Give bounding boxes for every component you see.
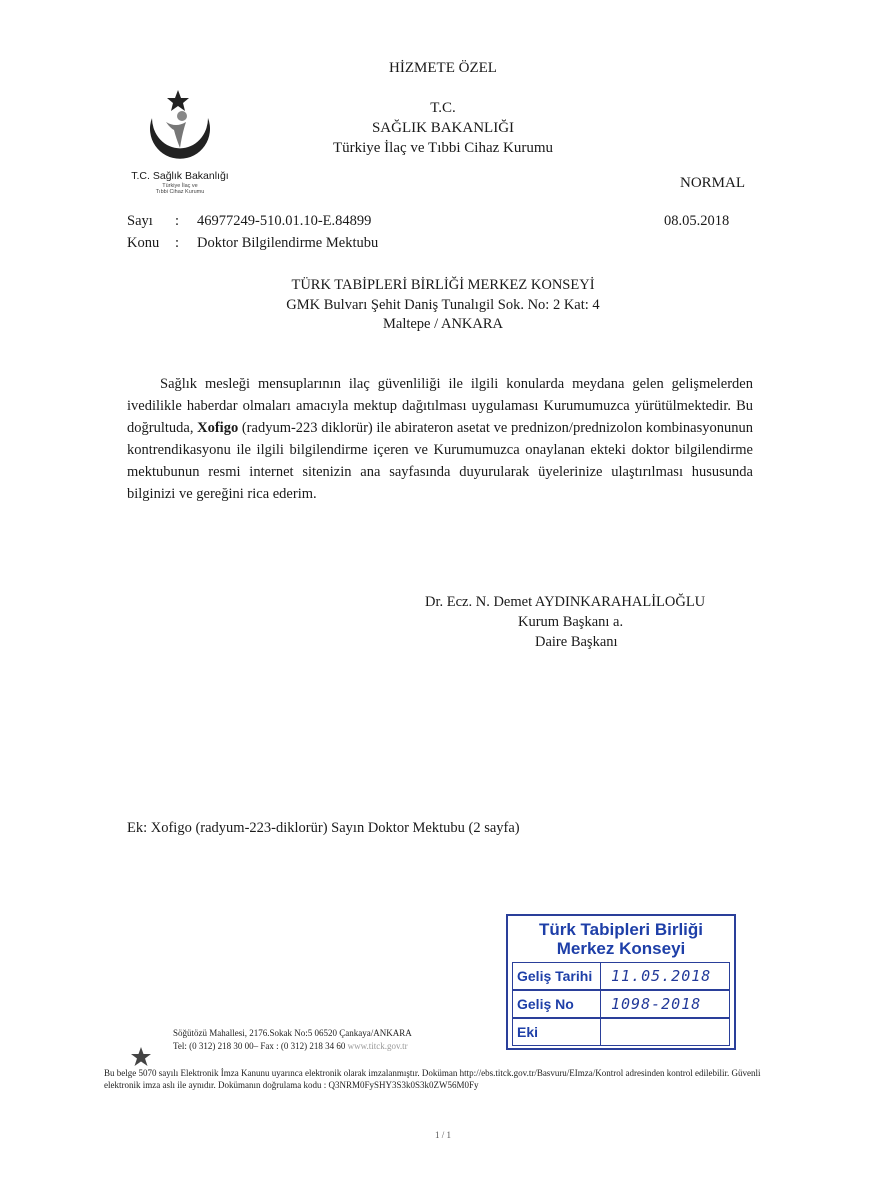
meta-sayi-row [127, 213, 371, 230]
page-number: 1 / 1 [434, 1130, 451, 1140]
header-ministry: SAĞLIK BAKANLIĞI [371, 120, 515, 136]
recipient-line3: Maltepe / ANKARA [382, 316, 503, 332]
stamp-title [508, 920, 734, 958]
body-part1: Sağlık mesleği mensuplarının ilaç güvenliliği ile ilgili konularda meydana gelen gelişmelerden ivedilikle haberdar olmaları amacıyla mektup dağıtılması uygulaması Kurumumuzca yürütülmektedir. Bu doğrultuda, [127, 376, 753, 436]
footer-tel: Tel: (0 312) 218 30 00– Fax : (0 312) 218 34 60 [173, 1041, 346, 1051]
priority-label: NORMAL [680, 175, 746, 191]
konu-label: Konu [127, 235, 160, 251]
stamp-no-row [512, 990, 730, 1018]
body-bold-drug: Xofigo [197, 420, 239, 436]
sayi-value: 46977249-510.01.10-E.84899 [197, 213, 372, 229]
document-date: 08.05.2018 [664, 213, 730, 229]
recipient-line2: GMK Bulvarı Şehit Daniş Tunalıgil Sok. No: 2 Kat: 4 [286, 297, 600, 313]
classification-label: HİZMETE ÖZEL [389, 60, 497, 76]
meta-konu-row [127, 235, 378, 252]
stamp-no-label: Geliş No [513, 991, 601, 1017]
logo-sub-line2: Tıbbi Cihaz Kurumu [155, 189, 205, 195]
header-agency: Türkiye İlaç ve Tıbbi Cihaz Kurumu [332, 140, 554, 156]
stamp-ek-label: Eki [513, 1019, 601, 1045]
header-tc: T.C. [430, 100, 456, 116]
stamp-title-line2: Merkez Konseyi [556, 939, 686, 958]
konu-value: Doktor Bilgilendirme Mektubu [197, 235, 379, 251]
logo-sublabel [120, 183, 240, 195]
signatory-name: Dr. Ecz. N. Demet AYDINKARAHALİLOĞLU [425, 594, 706, 610]
logo-sub-line1: Türkiye İlaç ve [162, 183, 198, 189]
logo-label: T.C. Sağlık Bakanlığı [131, 170, 229, 182]
stamp-ek-row [512, 1018, 730, 1046]
body-paragraph [127, 373, 753, 505]
stamp-no-value: 1098-2018 [611, 995, 702, 1013]
konu-separator: : [175, 235, 180, 251]
stamp-title-line1: Türk Tabipleri Birliği [538, 920, 704, 939]
e-signature-note: Bu belge 5070 sayılı Elektronik İmza Kanunu uyarınca elektronik olarak imzalanmıştır. Doküman http://ebs.titck.gov.tr/Basvuru/EImza/Kontrol adresinden kontrol edilebilir. Güvenli elektronik imza aslı ile aynıdır. Dokümanın doğrulama kodu : Q3NRM0FySHY3S3k0S3k0ZW56M0Fy [104, 1068, 761, 1090]
attachment-line: Ek: Xofigo (radyum-223-diklorür) Sayın Doktor Mektubu (2 sayfa) [127, 820, 520, 836]
footer-contact [173, 1041, 408, 1051]
receipt-stamp [506, 914, 736, 1050]
stamp-date-label: Geliş Tarihi [513, 963, 601, 989]
footer-web: www.titck.gov.tr [347, 1041, 408, 1051]
sayi-separator: : [175, 213, 180, 229]
signatory-title1: Kurum Başkanı a. [518, 614, 624, 630]
footer-address: Söğütözü Mahallesi, 2176.Sokak No:5 06520 Çankaya/ANKARA [173, 1028, 412, 1038]
recipient-line1: TÜRK TABİPLERİ BİRLİĞİ MERKEZ KONSEYİ [291, 277, 595, 293]
stamp-date-value: 11.05.2018 [611, 967, 712, 985]
star-icon [130, 1046, 152, 1068]
signatory-title2: Daire Başkanı [535, 634, 618, 650]
sayi-label: Sayı [127, 213, 153, 229]
stamp-ek-value [605, 1019, 731, 1045]
body-part2: (radyum-223 diklorür) ile abirateron asetat ve prednizon/prednizolon kombinasyonunun kontrendikasyonu ile ilgili bilgilendirme içeren ve Kurumumuzca onaylanan ekteki doktor bilgilendirme mektubunun resmi internet sitenizin ana sayfasında duyurularak üyelerinize ulaştırılması hususunda bilginizi ve gereğini rica ederim. [127, 420, 753, 502]
stamp-date-row [512, 962, 730, 990]
